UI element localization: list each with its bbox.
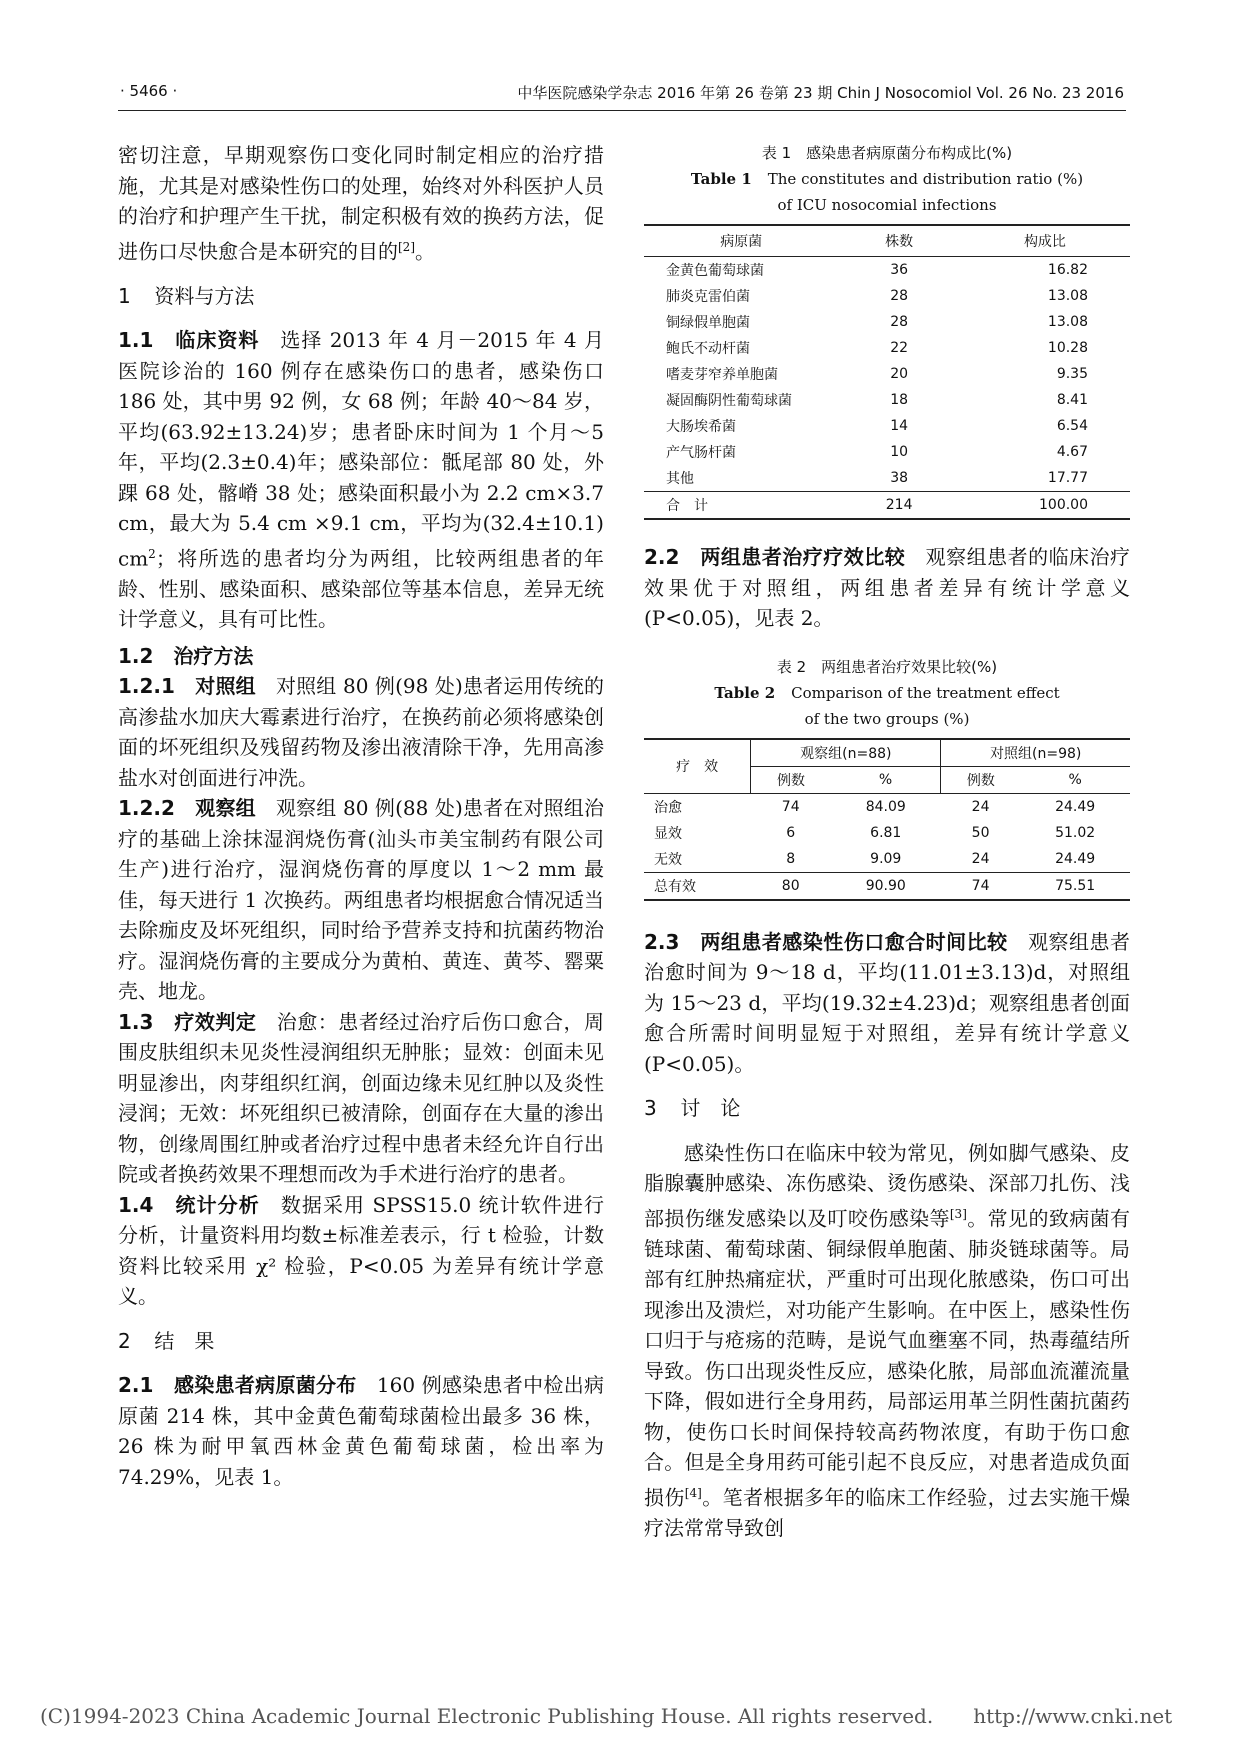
table-1-caption: 表 1 感染患者病原菌分布构成比(%) Table 1 The constitutes and distribution ratio (%) of ICU nosocomial infections [690, 144, 1084, 214]
intro-paragraph: 密切注意，早期观察伤口变化同时制定相应的治疗措施，尤其是对感染性伤口的处理，始终对外科医护人员的治疗和护理产生干扰，制定积极有效的换药方法，促进伤口尽快愈合是本研究的目的[2]。 [118, 143, 604, 264]
column-header: 病原菌 [644, 225, 838, 257]
left-column [118, 140, 604, 1492]
section-1-2-2: 1.2.2 观察组 观察组 80 例(88 处)患者在对照组治疗的基础上涂抹湿润烧伤膏(汕头市美宝制药有限公司生产)进行治疗，湿润烧伤膏的厚度以 1～2 mm 最佳，每天进行 1 次换药。两组患者均根据愈合情况适当去除痂皮及坏死组织，同时给予营养支持和抗菌药物治疗。湿润烧伤膏的主要成分为黄柏、黄连、黄芩、罂粟壳、地龙。 [118, 796, 605, 1004]
citation: [3] [949, 1206, 967, 1221]
section-heading-3: 3 讨 论 [644, 1096, 741, 1120]
citation: [2] [398, 239, 415, 254]
section-1-4: 1.4 统计分析 数据采用 SPSS15.0 统计软件进行分析，计量资料用均数±标准差表示，行 t 检验，计数资料比较采用 χ² 检验，P<0.05 为差异有统计学意义。 [118, 1192, 604, 1309]
section-2-1: 2.1 感染患者病原菌分布 160 例感染患者中检出病原菌 214 株，其中金黄色葡萄球菌检出最多 36 株，26 株为耐甲氧西林金黄色葡萄球菌，检出率为 74.29%，见表 1。 [118, 1373, 604, 1489]
table-row: 金黄色葡萄球菌 36 16.82 [666, 262, 1088, 279]
table-header-row [644, 739, 1130, 767]
table-row: 其他 38 17.77 [666, 470, 1088, 487]
page-number: · 5466 · [120, 82, 178, 100]
table-2-caption: 表 2 两组患者治疗效果比较(%) Table 2 Comparison of the treatment effect of the two groups (%) [714, 657, 1060, 728]
table-header-row [644, 225, 1130, 257]
column-header: % [1020, 766, 1130, 793]
citation: [4] [684, 1485, 702, 1500]
journal-title: 中华医院感染学杂志 2016 年第 26 卷第 23 期 Chin J Nosocomiol Vol. 26 No. 23 2016 [517, 84, 1124, 102]
column-header: % [831, 766, 941, 793]
table-row: 肺炎克雷伯菌 28 13.08 [666, 288, 1088, 305]
table-total-row: 总有效 80 90.90 74 75.51 [644, 872, 1130, 900]
column-header: 例数 [751, 766, 831, 793]
table-total-row: 合 计 214 100.00 [644, 492, 1130, 520]
table-2 [644, 738, 1130, 901]
section-2-3: 2.3 两组患者感染性伤口愈合时间比较 观察组患者治愈时间为 9～18 d，平均(11.01±3.13)d，对照组为 15～23 d，平均(19.32±4.23)d；观察组患者创面愈合所需时间明显短于对照组，差异有统计学意义(P<0.05)。 [644, 929, 1130, 1076]
section-heading-1: 1 资料与方法 [118, 283, 255, 308]
right-column [644, 140, 1130, 1543]
table-row: 大肠埃希菌 14 6.54 [666, 418, 1088, 435]
section-1-1: 1.1 临床资料 选择 2013 年 4 月－2015 年 4 月医院诊治的 160 例存在感染伤口的患者，感染伤口 186 处，其中男 92 例，女 68 例；年龄 40～84 岁，平均(63.92±13.24)岁；患者卧床时间为 1 个月～5 年，平均(2.3±0.4)年；感染部位：骶尾部 80 处，外踝 68 处，髂嵴 38 处；感染面积最小为 2.2 cm×3.7 cm，最大为 5.4 cm ×9.1 cm，平均为(32.4±10.1) $cm^2$；将所选的患者均分为两组，比较两组患者的年龄、性别、感染面积、感染部位等基本信息，差异无统计学意义，具有可比性。 [118, 328, 604, 632]
section-1-2-1: 1.2.1 对照组 对照组 80 例(98 处)患者运用传统的高渗盐水加庆大霉素进行治疗，在换药前必须将感染创面的坏死组织及残留药物及渗出液清除干净，先用高渗盐水对创面进行冲洗。 [118, 674, 605, 790]
section-2-2: 2.2 两组患者治疗疗效比较 观察组患者的临床治疗效果优于对照组，两组患者差异有统计学意义(P<0.05)，见表 2。 [644, 545, 1131, 630]
table-row: 治愈 74 84.09 24 24.49 [654, 798, 1096, 816]
table-1 [644, 224, 1130, 520]
table-row: 嗜麦芽窄养单胞菌 20 9.35 [666, 366, 1088, 383]
column-header: 株数 [838, 225, 960, 257]
section-heading-2: 2 结 果 [118, 1328, 215, 1353]
table-row: 鲍氏不动杆菌 22 10.28 [666, 340, 1088, 357]
table-row: 凝固酶阴性葡萄球菌 18 8.41 [666, 392, 1088, 409]
column-header: 观察组(n=88) [751, 739, 941, 767]
column-header: 构成比 [960, 225, 1130, 257]
copyright-footer: (C)1994-2023 China Academic Journal Electronic Publishing House. All rights reserved. http://www.cnki.net [40, 1704, 1173, 1728]
column-header: 对照组(n=98) [941, 739, 1130, 767]
table-row: 显效 6 6.81 50 51.02 [654, 824, 1096, 842]
table-row: 铜绿假单胞菌 28 13.08 [666, 314, 1088, 331]
table-row: 产气肠杆菌 10 4.67 [666, 444, 1088, 461]
column-header: 疗 效 [644, 739, 751, 794]
section-1-3: 1.3 疗效判定 治愈：患者经过治疗后伤口愈合，周围皮肤组织未见炎性浸润组织无肿胀；显效：创面未见明显渗出，肉芽组织红润，创面边缘未见红肿以及炎性浸润；无效：坏死组织已被清除，创面存在大量的渗出物，创缘周围红肿或者治疗过程中患者未经允许自行出院或者换药效果不理想而改为手术进行治疗的患者。 [118, 1009, 604, 1187]
discussion-paragraph: 感染性伤口在临床中较为常见，例如脚气感染、皮脂腺囊肿感染、冻伤感染、烫伤感染、深部刀扎伤、浅部损伤继发感染以及叮咬伤感染等[3]。常见的致病菌有链球菌、葡萄球菌、铜绿假单胞菌、肺炎链球菌等。局部有红肿热痛症状，严重时可出现化脓感染，伤口可出现渗出及溃烂，对功能产生影响。在中医上，感染性伤口归于与疮疡的范畴，是说气血壅塞不同，热毒蕴结所导致。伤口出现炎性反应，感染化脓，局部血流灌流量下降，假如进行全身用药，局部运用革兰阴性菌抗菌药物，使伤口长时间保持较高药物浓度，有助于伤口愈合。但是全身用药可能引起不良反应，对患者造成负面损伤[4]。笔者根据多年的临床工作经验，过去实施干燥疗法常常导致创 [644, 1140, 1131, 1540]
column-header: 例数 [941, 766, 1020, 793]
page-header [118, 78, 1126, 111]
section-1-2-heading: 1.2 治疗方法 [118, 643, 254, 668]
table-row: 无效 8 9.09 24 24.49 [654, 850, 1096, 868]
